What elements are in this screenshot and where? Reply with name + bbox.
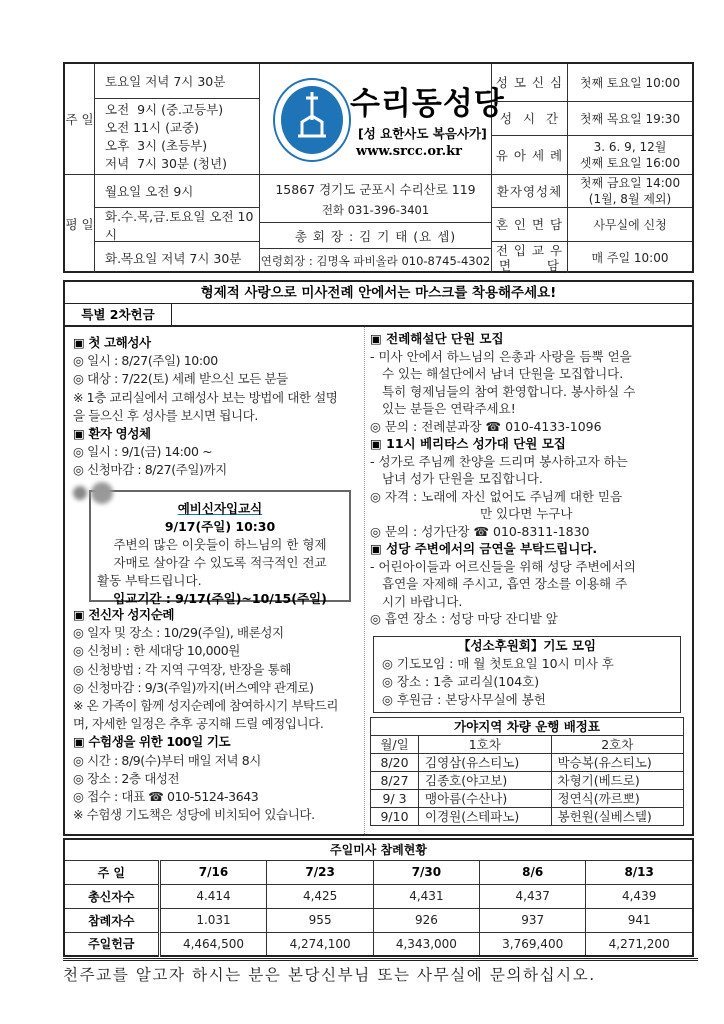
vehicle-header-cell: 2호차: [551, 736, 684, 754]
vehicle-cell: 9/10: [371, 808, 419, 826]
schedule-label: 성 시 간: [492, 102, 568, 136]
notice-line: ◎ 일시 : 8/27(주일) 10:00: [73, 353, 218, 369]
notice-line: ◎ 신청마감 : 8/27(주일)까지: [73, 462, 227, 478]
attendance-header-cell: 7/16: [159, 860, 267, 884]
schedule-value: 첫째 토요일 10:00: [568, 64, 692, 102]
vehicle-header-row: [371, 736, 684, 754]
vehicle-row: [371, 772, 684, 790]
attendance-cell: 3,769,400: [480, 932, 586, 956]
notice-line: ▣ 전례해설단 단원 모집: [370, 331, 504, 346]
notice-line: ◎ 대상 : 7/22(토) 세례 받으신 모든 분들: [73, 371, 288, 387]
header-box: [63, 62, 694, 273]
notice-line: ▣ 11시 베리타스 성가대 단원 모집: [370, 436, 566, 451]
attendance-header-cell: 7/30: [373, 860, 479, 884]
vehicle-row: [371, 808, 684, 826]
weekday-label: 평 일: [65, 175, 95, 273]
notice-line: ※ 수험생 기도책은 성당에 비치되어 있습니다.: [73, 807, 315, 823]
attendance-cell: 926: [373, 908, 479, 932]
notice-line: ▣ 환자 영성체: [73, 426, 151, 442]
vehicle-cell: 이경원(스테파노): [419, 808, 552, 826]
attendance-header-cell: 주 일: [64, 860, 159, 884]
schedule-value: 첫째 목요일 19:30: [568, 102, 692, 136]
notice-line: ▣ 첫 고해성사: [73, 335, 151, 350]
schedule-value: 첫째 금요일 14:00 (1월, 8월 제외): [568, 175, 692, 208]
attendance-cell: 참례자수: [64, 908, 159, 932]
vehicle-cell: 박승복(유스티노): [551, 754, 684, 772]
notice-line: 만 있다면 누구나: [480, 506, 573, 521]
address: 15867 경기도 군포시 수리산로 119: [275, 181, 476, 197]
attendance-cell: 4,431: [373, 884, 479, 908]
left-column-lower: [73, 606, 338, 824]
notice-line: ◎ 문의 : 성가단장 ☎ 010-8311-1830: [370, 523, 590, 539]
vocation-box: [373, 636, 681, 713]
attendance-cell: 4,437: [480, 884, 586, 908]
attendance-cell: 4.414: [159, 884, 267, 908]
notice-line: ▣ 전신자 성지순례: [73, 607, 175, 622]
sunday-masses: [95, 99, 260, 175]
vehicle-cell: 8/27: [371, 772, 419, 790]
catechumen-title: 예비신자입교식: [177, 501, 263, 516]
attendance-cell: 4,439: [586, 884, 693, 908]
vehicle-row: [371, 754, 684, 772]
notice-line: ※ 온 가족이 함께 성지순례에 참여하시기 부탁드리: [73, 698, 339, 714]
vehicle-header-cell: 1호차: [419, 736, 552, 754]
notice-line: 며, 자세한 일정은 추후 공지해 드릴 예정입니다.: [73, 716, 324, 732]
vocation-title: 【성소후원회】기도 모임: [457, 638, 597, 653]
weekday-mass: 화.목요일 저녁 7시 30분: [95, 242, 260, 273]
notice-line: 을 들으신 후 성사를 보시면 됩니다.: [73, 407, 258, 423]
mass-time: 오전 9시 (중.고등부): [105, 101, 224, 117]
vehicle-cell: 8/20: [371, 754, 419, 772]
vehicle-cell: 맹아름(수산나): [419, 790, 552, 808]
attendance-cell: 941: [586, 908, 693, 932]
notice-line: ▣ 성당 주변에서의 금연을 부탁드립니다.: [370, 541, 598, 556]
attendance-cell: 937: [480, 908, 586, 932]
vocation-line: ◎ 기도모임 : 매 월 첫토요일 10시 미사 후: [382, 656, 614, 671]
notice-line: 흡연을 자제해 주시고, 흡연 장소를 이용해 주: [382, 576, 628, 591]
attendance-title: 주일미사 참례현황: [64, 839, 693, 860]
notice-line: 있는 분들은 연락주세요!: [382, 401, 516, 416]
notice-line: 특히 형제님들의 참여 환영합니다. 봉사하실 수: [382, 383, 636, 399]
notice-box: [63, 280, 694, 836]
vehicle-cell: 차형기(베드로): [551, 772, 684, 790]
vehicle-table: [370, 717, 684, 826]
special-collection-row: [65, 304, 692, 327]
catechumen-period: 입교기간 : 9/17(주일)~10/15(주일): [113, 591, 327, 606]
vocation-line: ◎ 후원금 : 본당사무실에 봉헌: [382, 692, 546, 708]
notice-line: ◎ 접수 : 대표 ☎ 010-5124-3643: [73, 789, 259, 805]
notice-line: - 미사 안에서 하느님의 은총과 사랑을 듬뿍 얻을: [370, 348, 632, 364]
footer-rule: [63, 958, 698, 962]
notice-line: - 어린아이들과 어르신들을 위해 성당 주변에서의: [370, 558, 636, 574]
footer-text: 천주교를 알고자 하시는 분은 본당신부님 또는 사무실에 문의하십시오.: [63, 966, 596, 984]
notice-line: ◎ 신청마감 : 9/3(주일)까지(버스예약 관계로): [73, 679, 314, 695]
schedule-label: 성 모 신 심: [492, 64, 568, 102]
notice-line: ◎ 일자 및 장소 : 10/29(주일), 배론성지: [73, 625, 284, 641]
attendance-cell: 4,464,500: [159, 932, 267, 956]
vehicle-row: [371, 790, 684, 808]
decor-dot: [73, 486, 87, 500]
catechumen-box: [89, 490, 351, 606]
vocation-line: ◎ 장소 : 1층 교리실(104호): [382, 674, 540, 690]
church-logo-block: [260, 64, 505, 175]
mass-time: 저녁 7시 30분 (청년): [105, 155, 227, 171]
schedule-value: 사무실에 신청: [568, 208, 692, 242]
attendance-cell: 4,274,100: [267, 932, 373, 956]
right-column: [370, 330, 636, 628]
vehicle-cell: 봉헌원(실베스텔): [551, 808, 684, 826]
notice-line: ▣ 수험생을 위한 100일 기도: [73, 734, 231, 750]
notice-line: 수 있는 해설단에서 남녀 단원을 모집합니다.: [382, 366, 624, 381]
notice-line: ◎ 시간 : 8/9(수)부터 매일 저녁 8시: [73, 752, 261, 768]
elder-president: 연령회장 : 김명옥 파비올라 010-8745-4302: [260, 249, 492, 273]
attendance-header-cell: 8/6: [480, 860, 586, 884]
sat-mass: 토요일 저녁 7시 30분: [95, 64, 260, 99]
notice-line: 시기 바랍니다.: [382, 593, 463, 609]
notice-line: ◎ 신청비 : 한 세대당 10,000원: [73, 643, 240, 659]
schedule-label: 혼 인 면 담: [492, 208, 568, 242]
vehicle-cell: 정연식(까르뽀): [551, 790, 684, 808]
weekday-mass: 화.수.목,금.토요일 오전 10시: [95, 208, 260, 242]
schedule-label: 유 아 세 례: [492, 136, 568, 175]
notice-line: ◎ 자격 : 노래에 자신 없어도 주님께 대한 믿음: [370, 488, 623, 504]
attendance-header-row: [64, 860, 693, 884]
attendance-cell: 4,343,000: [373, 932, 479, 956]
attendance-table: [63, 838, 694, 957]
attendance-row: [64, 908, 693, 932]
attendance-cell: 1.031: [159, 908, 267, 932]
mask-notice-title: 형제적 사랑으로 미사전례 안에서는 마스크를 착용해주세요!: [65, 282, 692, 304]
notice-line: - 성가로 주님께 찬양을 드리며 봉사하고자 하는: [370, 453, 628, 469]
catechumen-body: 활동 부탁드립니다.: [97, 573, 202, 588]
vehicle-header-cell: 월/일: [371, 736, 419, 754]
left-column: [73, 334, 337, 480]
church-subtitle: [성 요한사도 복음사가]: [358, 126, 487, 141]
attendance-header-cell: 7/23: [267, 860, 373, 884]
sunday-label: 주 일: [65, 64, 95, 175]
column-divider: [364, 327, 365, 834]
notice-line: ◎ 일시 : 9/1(금) 14:00 ~: [73, 444, 213, 460]
schedule-label: 환자영성체: [492, 175, 568, 208]
attendance-cell: 955: [267, 908, 373, 932]
address-block: [260, 175, 492, 223]
attendance-header-cell: 8/13: [586, 860, 693, 884]
attendance-cell: 주일헌금: [64, 932, 159, 956]
catechumen-body: 자매로 살아갈 수 있도록 적극적인 전교: [113, 555, 327, 570]
mass-time: 오전 11시 (교중): [105, 119, 199, 135]
phone: 전화 031-396-3401: [321, 202, 430, 217]
schedule-label: 전 입 교 우 면 담: [492, 242, 568, 273]
vehicle-cell: 김종호(야고보): [419, 772, 552, 790]
church-name: 수리동성당: [350, 86, 505, 122]
notice-line: ◎ 장소 : 2층 대성전: [73, 770, 180, 786]
mass-time: 오후 3시 (초등부): [105, 137, 208, 153]
notice-line: 남녀 성가 단원을 모집합니다.: [382, 471, 543, 486]
special-collection-label: 특별 2차헌금: [65, 304, 172, 325]
attendance-cell: 4,271,200: [586, 932, 693, 956]
vehicle-cell: 김영삼(유스티노): [419, 754, 552, 772]
attendance-row: [64, 884, 693, 908]
notice-line: ◎ 흡연 장소 : 성당 마당 잔디밭 앞: [370, 611, 558, 626]
church-logo-icon: [272, 78, 352, 162]
decor-dot: [91, 482, 113, 504]
president: 총 회 장 : 김 기 태 (요 셉): [260, 223, 492, 249]
notice-line: ※ 1층 교리실에서 고해성사 보는 방법에 대한 설명: [73, 389, 338, 405]
notice-line: ◎ 문의 : 전례분과장 ☎ 010-4133-1096: [370, 418, 602, 434]
schedule-value: 매 주일 10:00: [591, 250, 669, 265]
catechumen-date: 9/17(주일) 10:30: [164, 519, 276, 534]
attendance-row: [64, 932, 693, 956]
attendance-cell: 총신자수: [64, 884, 159, 908]
vehicle-cell: 9/ 3: [371, 790, 419, 808]
church-website[interactable]: www.srcc.or.kr: [356, 144, 463, 159]
weekday-mass: 월요일 오전 9시: [95, 175, 260, 208]
schedule-value: 3. 6. 9, 12월 셋째 토요일 16:00: [568, 136, 692, 175]
catechumen-body: 주변의 많은 이웃들이 하느님의 한 형제: [113, 537, 327, 552]
attendance-cell: 4,425: [267, 884, 373, 908]
vehicle-title: 가야지역 차량 운행 배정표: [371, 718, 684, 736]
notice-line: ◎ 신청방법 : 각 지역 구역장, 반장을 통해: [73, 661, 292, 677]
